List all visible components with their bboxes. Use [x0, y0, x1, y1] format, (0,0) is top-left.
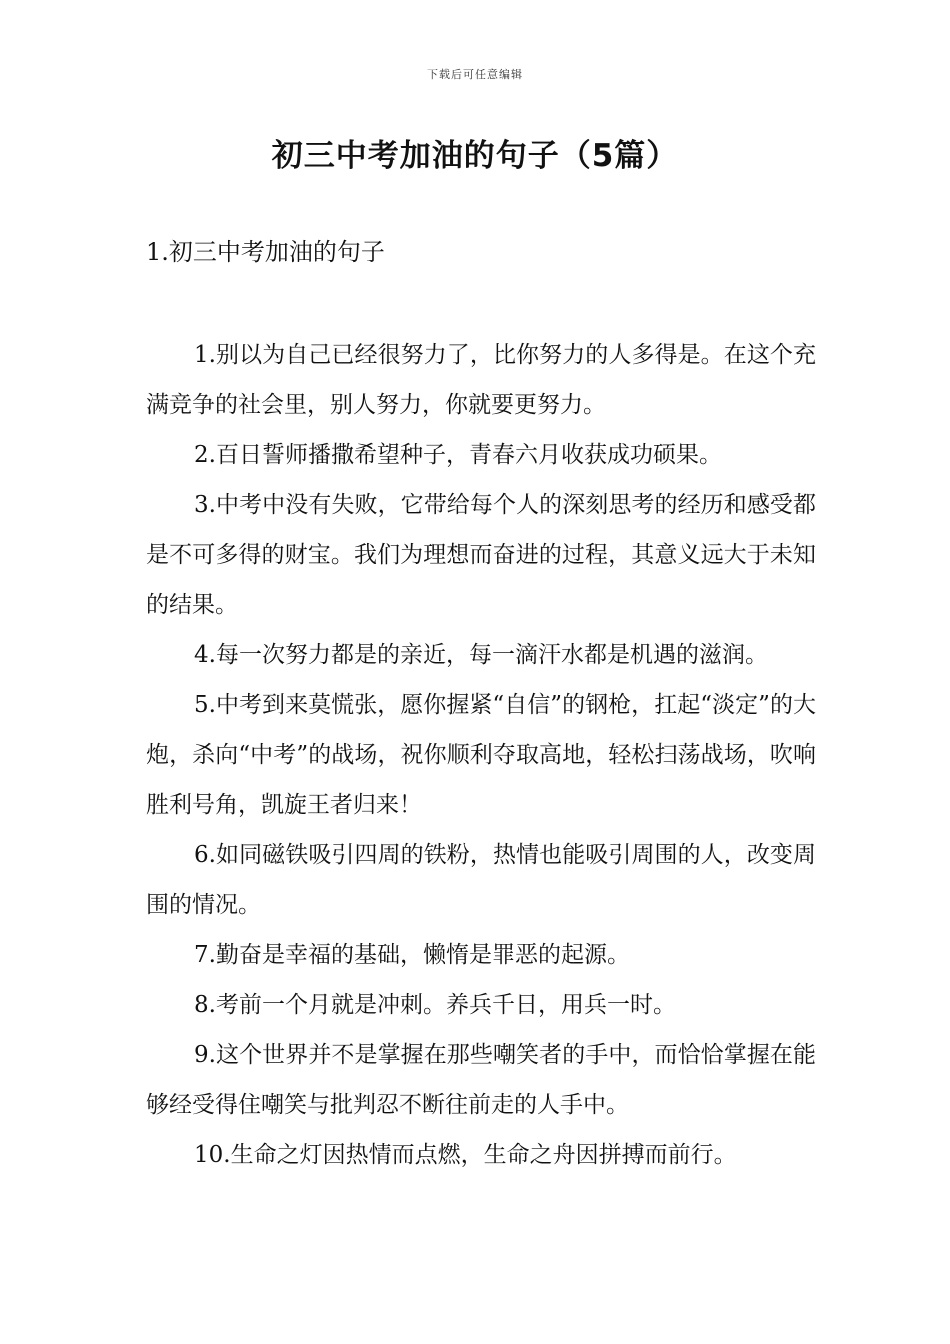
paragraph-1: 1.别以为自己已经很努力了，比你努力的人多得是。在这个充满竞争的社会里，别人努力，你就要更努力。: [146, 342, 816, 418]
paragraph-4: 4.每一次努力都是的亲近，每一滴汗水都是机遇的滋润。: [194, 642, 768, 668]
section-heading: 1.初三中考加油的句子: [146, 238, 385, 266]
paragraph-7: 7.勤奋是幸福的基础，懒惰是罪恶的起源。: [194, 942, 630, 968]
paragraph-2: 2.百日誓师播撒希望种子，青春六月收获成功硕果。: [194, 442, 722, 468]
paragraph-9: 9.这个世界并不是掌握在那些嘲笑者的手中，而恰恰掌握在能够经受得住嘲笑与批判忍不断往前走的人手中。: [146, 1042, 816, 1118]
paragraph-5: 5.中考到来莫慌张，愿你握紧“自信”的钢枪，扛起“淡定”的大炮，杀向“中考”的战场，祝你顺利夺取高地，轻松扫荡战场，吹响胜利号角，凯旋王者归来！: [146, 692, 816, 818]
paragraph-6: 6.如同磁铁吸引四周的铁粉，热情也能吸引周围的人，改变周围的情况。: [146, 842, 816, 918]
header-note: 下载后可任意编辑: [427, 68, 523, 81]
paragraph-3: 3.中考中没有失败，它带给每个人的深刻思考的经历和感受都是不可多得的财宝。我们为理想而奋进的过程，其意义远大于未知的结果。: [146, 492, 816, 618]
paragraph-10: 10.生命之灯因热情而点燃，生命之舟因拼搏而前行。: [194, 1142, 737, 1168]
body-text: [146, 330, 816, 1180]
page-title: 初三中考加油的句子（5篇）: [271, 138, 679, 174]
paragraph-8: 8.考前一个月就是冲刺。养兵千日，用兵一时。: [194, 992, 676, 1018]
